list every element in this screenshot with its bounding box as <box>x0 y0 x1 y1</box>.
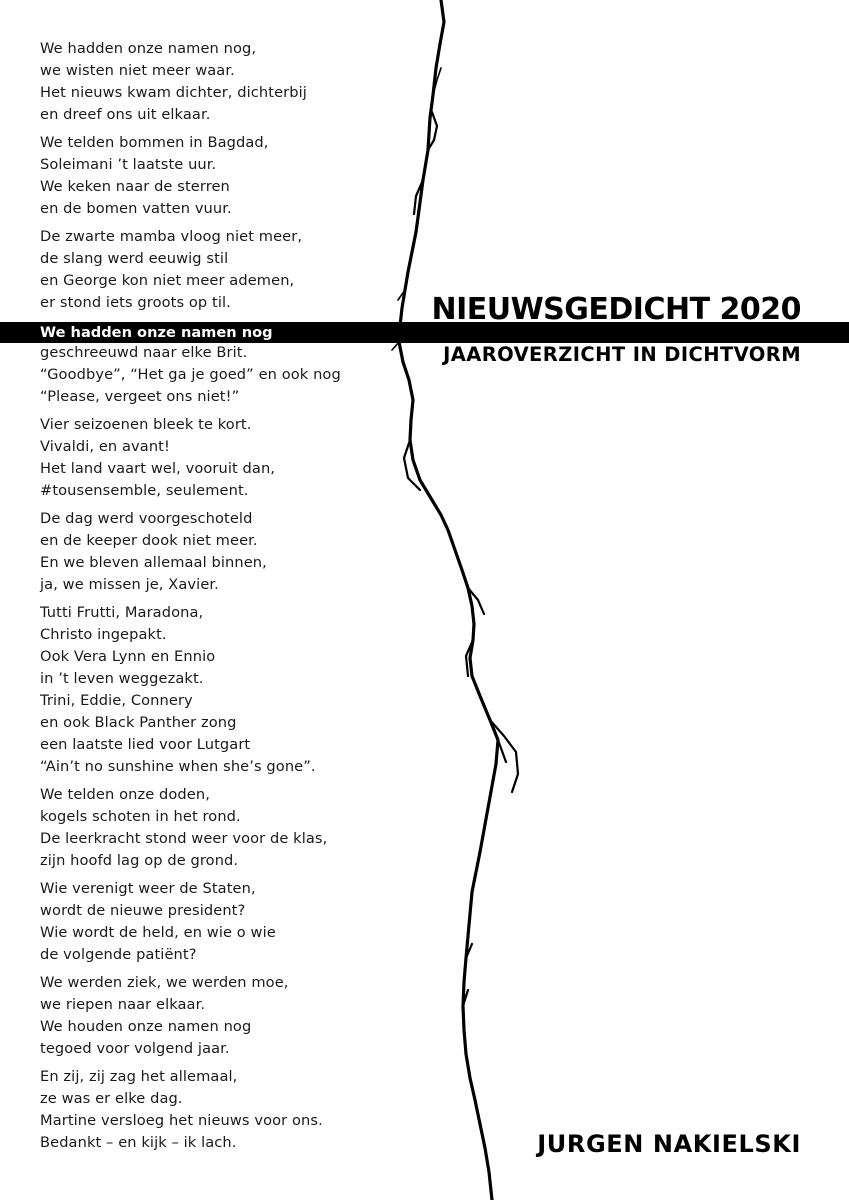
poem-line: ja, we missen je, Xavier. <box>40 576 219 593</box>
poem-line: Het nieuws kwam dichter, dichterbij <box>40 84 307 101</box>
poem-line: We werden ziek, we werden moe, <box>40 974 289 991</box>
poem-stanza <box>40 1066 400 1154</box>
poem-line: Tutti Frutti, Maradona, <box>40 604 204 621</box>
poem-line: zijn hoofd lag op de grond. <box>40 852 239 869</box>
poem-line: De zwarte mamba vloog niet meer, <box>40 228 303 245</box>
poem-stanza <box>40 226 400 314</box>
poem-stanza <box>40 508 400 596</box>
poem-stanza <box>40 784 400 872</box>
poem-line: kogels schoten in het rond. <box>40 808 241 825</box>
poem-line: De dag werd voorgeschoteld <box>40 510 253 527</box>
poem-line: en de bomen vatten vuur. <box>40 200 232 217</box>
poem-line: in ’t leven weggezakt. <box>40 670 204 687</box>
poem-line: tegoed voor volgend jaar. <box>40 1040 230 1057</box>
poem-line: en de keeper dook niet meer. <box>40 532 258 549</box>
poem-line: wordt de nieuwe president? <box>40 902 246 919</box>
poem-line: Vivaldi, en avant! <box>40 438 170 455</box>
poem-stanza <box>40 342 400 408</box>
poem-line: Wie wordt de held, en wie o wie <box>40 924 276 941</box>
poem-line: Vier seizoenen bleek te kort. <box>40 416 252 433</box>
poem <box>40 38 400 1154</box>
highlight-line: We hadden onze namen nog <box>40 324 273 341</box>
poem-line: we wisten niet meer waar. <box>40 62 235 79</box>
poem-stanza <box>40 132 400 220</box>
poem-line: en dreef ons uit elkaar. <box>40 106 211 123</box>
poem-stanza <box>40 972 400 1060</box>
poster-subtitle: JAAROVERZICHT IN DICHTVORM <box>443 343 801 366</box>
poem-line: Het land vaart wel, vooruit dan, <box>40 460 276 477</box>
poem-line: Christo ingepakt. <box>40 626 167 643</box>
author-name: JURGEN NAKIELSKI <box>537 1130 801 1158</box>
poem-stanza <box>40 38 400 126</box>
poem-line: We hadden onze namen nog, <box>40 40 257 57</box>
poem-line: ze was er elke dag. <box>40 1090 183 1107</box>
poem-line: “Ain’t no sunshine when she’s gone”. <box>40 758 316 775</box>
poem-line: de slang werd eeuwig stil <box>40 250 229 267</box>
poem-line: en ook Black Panther zong <box>40 714 237 731</box>
poem-line: we riepen naar elkaar. <box>40 996 206 1013</box>
poem-line: En we bleven allemaal binnen, <box>40 554 267 571</box>
poem-line: Soleimani ’t laatste uur. <box>40 156 217 173</box>
poem-line: En zij, zij zag het allemaal, <box>40 1068 238 1085</box>
poem-line: er stond iets groots op til. <box>40 294 231 311</box>
poem-line: We houden onze namen nog <box>40 1018 252 1035</box>
poem-line: #tousensemble, seulement. <box>40 482 249 499</box>
poem-line: en George kon niet meer ademen, <box>40 272 295 289</box>
poem-line: geschreeuwd naar elke Brit. <box>40 344 248 361</box>
poster-title: NIEUWSGEDICHT 2020 <box>431 292 801 327</box>
poem-line: Martine versloeg het nieuws voor ons. <box>40 1112 323 1129</box>
poem-line: Bedankt – en kijk – ik lach. <box>40 1134 237 1151</box>
poem-line: We keken naar de sterren <box>40 178 230 195</box>
poem-line: een laatste lied voor Lutgart <box>40 736 251 753</box>
poem-stanza <box>40 602 400 778</box>
poem-line: We telden bommen in Bagdad, <box>40 134 269 151</box>
poem-line: Trini, Eddie, Connery <box>40 692 193 709</box>
poem-stanza <box>40 878 400 966</box>
poem-line: Ook Vera Lynn en Ennio <box>40 648 216 665</box>
poem-line: We telden onze doden, <box>40 786 210 803</box>
poem-stanza <box>40 414 400 502</box>
poem-line: Wie verenigt weer de Staten, <box>40 880 256 897</box>
poem-line: “Please, vergeet ons niet!” <box>40 388 240 405</box>
poem-line: de volgende patiënt? <box>40 946 197 963</box>
poem-line: “Goodbye”, “Het ga je goed” en ook nog <box>40 366 341 383</box>
poem-line: De leerkracht stond weer voor de klas, <box>40 830 328 847</box>
